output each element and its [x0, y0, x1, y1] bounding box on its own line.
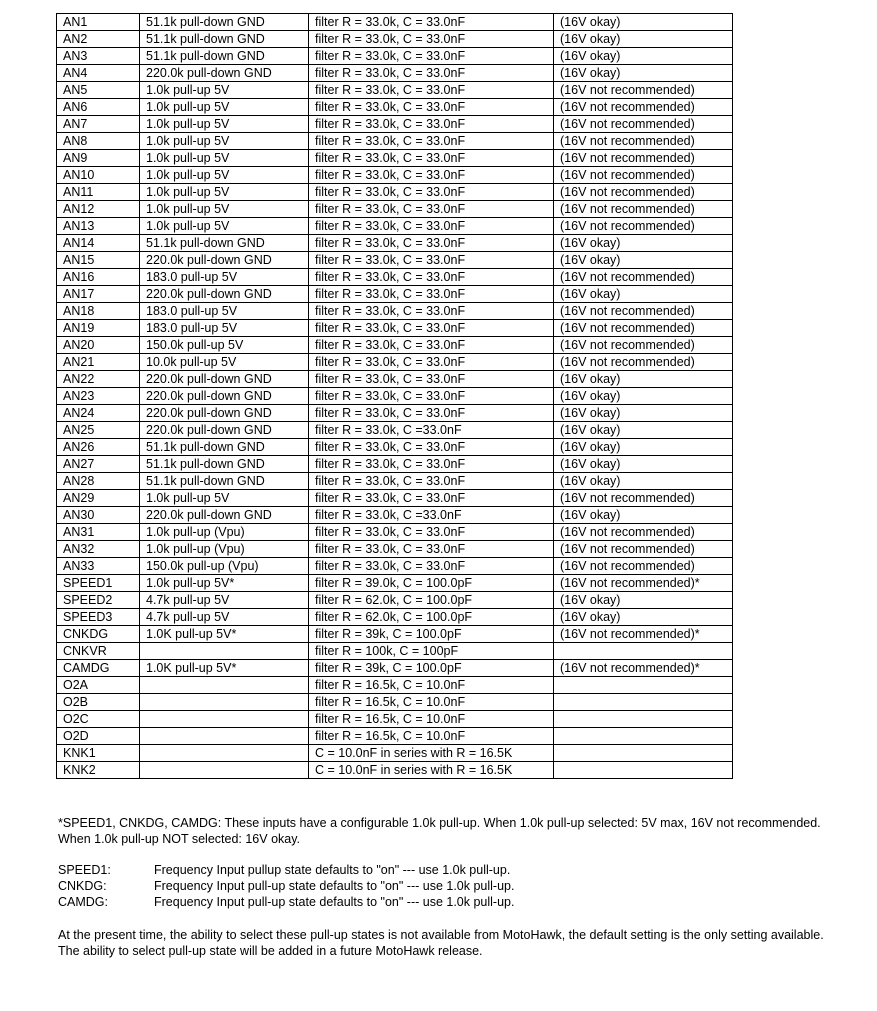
- filter-cell: filter R = 33.0k, C =33.0nF: [309, 507, 554, 524]
- voltage-note-cell: (16V okay): [554, 252, 733, 269]
- voltage-note-cell: (16V not recommended): [554, 167, 733, 184]
- table-row: [57, 677, 733, 694]
- pin-name-cell: AN10: [57, 167, 140, 184]
- pin-name-cell: AN2: [57, 31, 140, 48]
- filter-cell: filter R = 33.0k, C = 33.0nF: [309, 320, 554, 337]
- voltage-note-cell: (16V not recommended): [554, 82, 733, 99]
- table-row: [57, 694, 733, 711]
- filter-cell: filter R = 33.0k, C = 33.0nF: [309, 354, 554, 371]
- pull-config-cell: 1.0k pull-up 5V*: [140, 575, 309, 592]
- pin-name-cell: AN17: [57, 286, 140, 303]
- pin-name-cell: AN4: [57, 65, 140, 82]
- pull-config-cell: 1.0k pull-up 5V: [140, 116, 309, 133]
- pullup-defaults-list: [58, 862, 828, 910]
- pull-config-cell: 1.0k pull-up 5V: [140, 218, 309, 235]
- table-row: [57, 643, 733, 660]
- pull-config-cell: 150.0k pull-up (Vpu): [140, 558, 309, 575]
- voltage-note-cell: (16V not recommended): [554, 303, 733, 320]
- filter-cell: filter R = 62.0k, C = 100.0pF: [309, 609, 554, 626]
- filter-cell: filter R = 16.5k, C = 10.0nF: [309, 728, 554, 745]
- table-row: [57, 320, 733, 337]
- filter-cell: filter R = 33.0k, C = 33.0nF: [309, 371, 554, 388]
- table-row: [57, 31, 733, 48]
- voltage-note-cell: (16V okay): [554, 286, 733, 303]
- pin-table-body: [57, 14, 733, 779]
- table-row: [57, 354, 733, 371]
- table-row: [57, 541, 733, 558]
- pin-name-cell: AN29: [57, 490, 140, 507]
- pull-config-cell: 183.0 pull-up 5V: [140, 320, 309, 337]
- pull-config-cell: 10.0k pull-up 5V: [140, 354, 309, 371]
- filter-cell: filter R = 33.0k, C = 33.0nF: [309, 252, 554, 269]
- default-row: [58, 862, 828, 878]
- pull-config-cell: [140, 728, 309, 745]
- voltage-note-cell: [554, 728, 733, 745]
- pull-config-cell: 1.0k pull-up 5V: [140, 82, 309, 99]
- filter-cell: filter R = 39k, C = 100.0pF: [309, 626, 554, 643]
- pin-name-cell: KNK2: [57, 762, 140, 779]
- pin-name-cell: AN15: [57, 252, 140, 269]
- voltage-note-cell: (16V okay): [554, 65, 733, 82]
- table-row: [57, 133, 733, 150]
- voltage-note-cell: (16V okay): [554, 405, 733, 422]
- voltage-note-cell: (16V not recommended): [554, 541, 733, 558]
- filter-cell: filter R = 33.0k, C = 33.0nF: [309, 31, 554, 48]
- filter-cell: filter R = 33.0k, C = 33.0nF: [309, 167, 554, 184]
- voltage-note-cell: [554, 677, 733, 694]
- table-row: [57, 167, 733, 184]
- pin-name-cell: AN16: [57, 269, 140, 286]
- pin-name-cell: O2C: [57, 711, 140, 728]
- filter-cell: filter R = 33.0k, C = 33.0nF: [309, 235, 554, 252]
- pin-name-cell: SPEED3: [57, 609, 140, 626]
- pin-name-cell: AN28: [57, 473, 140, 490]
- voltage-note-cell: (16V okay): [554, 456, 733, 473]
- pull-config-cell: 51.1k pull-down GND: [140, 473, 309, 490]
- pull-config-cell: 220.0k pull-down GND: [140, 507, 309, 524]
- filter-cell: filter R = 33.0k, C = 33.0nF: [309, 473, 554, 490]
- table-row: [57, 371, 733, 388]
- table-row: [57, 490, 733, 507]
- filter-cell: filter R = 33.0k, C = 33.0nF: [309, 116, 554, 133]
- filter-cell: filter R = 62.0k, C = 100.0pF: [309, 592, 554, 609]
- pull-config-cell: 1.0k pull-up 5V: [140, 133, 309, 150]
- pull-config-cell: 220.0k pull-down GND: [140, 65, 309, 82]
- pin-name-cell: AN27: [57, 456, 140, 473]
- pin-name-cell: O2B: [57, 694, 140, 711]
- filter-cell: filter R = 33.0k, C = 33.0nF: [309, 558, 554, 575]
- pin-name-cell: CNKVR: [57, 643, 140, 660]
- pin-name-cell: AN33: [57, 558, 140, 575]
- default-text: Frequency Input pull-up state defaults to "on" --- use 1.0k pull-up.: [154, 879, 515, 893]
- pull-config-cell: 1.0k pull-up 5V: [140, 167, 309, 184]
- filter-cell: filter R = 33.0k, C = 33.0nF: [309, 405, 554, 422]
- filter-cell: filter R = 33.0k, C =33.0nF: [309, 422, 554, 439]
- table-row: [57, 592, 733, 609]
- filter-cell: filter R = 33.0k, C = 33.0nF: [309, 524, 554, 541]
- pull-config-cell: 1.0k pull-up (Vpu): [140, 541, 309, 558]
- pin-name-cell: AN20: [57, 337, 140, 354]
- pin-name-cell: AN6: [57, 99, 140, 116]
- table-row: [57, 269, 733, 286]
- filter-cell: filter R = 33.0k, C = 33.0nF: [309, 14, 554, 31]
- filter-cell: filter R = 33.0k, C = 33.0nF: [309, 65, 554, 82]
- filter-cell: C = 10.0nF in series with R = 16.5K: [309, 745, 554, 762]
- voltage-note-cell: (16V not recommended): [554, 490, 733, 507]
- table-row: [57, 48, 733, 65]
- pin-name-cell: AN25: [57, 422, 140, 439]
- pull-config-cell: 4.7k pull-up 5V: [140, 592, 309, 609]
- voltage-note-cell: (16V okay): [554, 609, 733, 626]
- table-row: [57, 660, 733, 677]
- pull-config-cell: 1.0k pull-up (Vpu): [140, 524, 309, 541]
- filter-cell: filter R = 33.0k, C = 33.0nF: [309, 218, 554, 235]
- pull-config-cell: 51.1k pull-down GND: [140, 31, 309, 48]
- table-row: [57, 252, 733, 269]
- voltage-note-cell: (16V not recommended): [554, 337, 733, 354]
- pin-name-cell: AN31: [57, 524, 140, 541]
- filter-cell: filter R = 16.5k, C = 10.0nF: [309, 711, 554, 728]
- pull-config-cell: 1.0K pull-up 5V*: [140, 660, 309, 677]
- pin-name-cell: AN32: [57, 541, 140, 558]
- pin-name-cell: AN18: [57, 303, 140, 320]
- table-row: [57, 473, 733, 490]
- voltage-note-cell: (16V okay): [554, 31, 733, 48]
- pin-name-cell: AN14: [57, 235, 140, 252]
- pin-name-cell: O2A: [57, 677, 140, 694]
- filter-cell: filter R = 33.0k, C = 33.0nF: [309, 456, 554, 473]
- pull-config-cell: [140, 762, 309, 779]
- pin-name-cell: AN24: [57, 405, 140, 422]
- pin-name-cell: AN23: [57, 388, 140, 405]
- pin-name-cell: AN26: [57, 439, 140, 456]
- voltage-note-cell: (16V not recommended): [554, 99, 733, 116]
- table-row: [57, 82, 733, 99]
- voltage-note-cell: (16V not recommended)*: [554, 575, 733, 592]
- voltage-note-cell: (16V not recommended): [554, 133, 733, 150]
- filter-cell: filter R = 33.0k, C = 33.0nF: [309, 150, 554, 167]
- table-row: [57, 456, 733, 473]
- table-row: [57, 609, 733, 626]
- pull-config-cell: 51.1k pull-down GND: [140, 14, 309, 31]
- pull-config-cell: 1.0k pull-up 5V: [140, 490, 309, 507]
- voltage-note-cell: (16V okay): [554, 473, 733, 490]
- pull-config-cell: 183.0 pull-up 5V: [140, 303, 309, 320]
- voltage-note-cell: (16V not recommended): [554, 320, 733, 337]
- voltage-note-cell: [554, 745, 733, 762]
- pull-config-cell: 51.1k pull-down GND: [140, 439, 309, 456]
- table-row: [57, 235, 733, 252]
- filter-cell: filter R = 33.0k, C = 33.0nF: [309, 541, 554, 558]
- pull-config-cell: 1.0k pull-up 5V: [140, 99, 309, 116]
- pin-name-cell: AN3: [57, 48, 140, 65]
- pin-name-cell: AN22: [57, 371, 140, 388]
- pull-config-cell: 220.0k pull-down GND: [140, 422, 309, 439]
- filter-cell: filter R = 100k, C = 100pF: [309, 643, 554, 660]
- filter-cell: filter R = 33.0k, C = 33.0nF: [309, 82, 554, 99]
- table-row: [57, 575, 733, 592]
- pull-config-cell: [140, 711, 309, 728]
- table-row: [57, 711, 733, 728]
- table-row: [57, 558, 733, 575]
- voltage-note-cell: (16V okay): [554, 422, 733, 439]
- filter-cell: filter R = 33.0k, C = 33.0nF: [309, 490, 554, 507]
- pull-config-cell: 150.0k pull-up 5V: [140, 337, 309, 354]
- voltage-note-cell: (16V not recommended): [554, 184, 733, 201]
- pin-name-cell: CAMDG: [57, 660, 140, 677]
- pull-config-cell: 220.0k pull-down GND: [140, 252, 309, 269]
- table-row: [57, 184, 733, 201]
- voltage-note-cell: [554, 643, 733, 660]
- pin-name-cell: KNK1: [57, 745, 140, 762]
- filter-cell: C = 10.0nF in series with R = 16.5K: [309, 762, 554, 779]
- pull-config-cell: 220.0k pull-down GND: [140, 388, 309, 405]
- table-row: [57, 439, 733, 456]
- pin-name-cell: AN8: [57, 133, 140, 150]
- filter-cell: filter R = 33.0k, C = 33.0nF: [309, 303, 554, 320]
- voltage-note-cell: (16V not recommended): [554, 269, 733, 286]
- filter-cell: filter R = 33.0k, C = 33.0nF: [309, 48, 554, 65]
- pin-name-cell: AN5: [57, 82, 140, 99]
- pin-name-cell: AN11: [57, 184, 140, 201]
- table-row: [57, 337, 733, 354]
- pin-name-cell: AN30: [57, 507, 140, 524]
- filter-cell: filter R = 33.0k, C = 33.0nF: [309, 184, 554, 201]
- table-row: [57, 116, 733, 133]
- pin-name-cell: AN12: [57, 201, 140, 218]
- table-row: [57, 745, 733, 762]
- pull-config-cell: 220.0k pull-down GND: [140, 286, 309, 303]
- default-label: CNKDG:: [58, 879, 107, 893]
- filter-cell: filter R = 33.0k, C = 33.0nF: [309, 133, 554, 150]
- pullup-footnote: *SPEED1, CNKDG, CAMDG: These inputs have a configurable 1.0k pull-up. When 1.0k pull-up selected: 5V max, 16V not recommended. When 1.0k pull-up NOT selected: 16V okay.: [58, 816, 821, 846]
- pull-config-cell: 4.7k pull-up 5V: [140, 609, 309, 626]
- pull-config-cell: 220.0k pull-down GND: [140, 405, 309, 422]
- voltage-note-cell: (16V not recommended): [554, 218, 733, 235]
- filter-cell: filter R = 39k, C = 100.0pF: [309, 660, 554, 677]
- default-row: [58, 894, 828, 910]
- pin-name-cell: SPEED2: [57, 592, 140, 609]
- voltage-note-cell: (16V not recommended): [554, 201, 733, 218]
- filter-cell: filter R = 33.0k, C = 33.0nF: [309, 439, 554, 456]
- filter-cell: filter R = 33.0k, C = 33.0nF: [309, 99, 554, 116]
- filter-cell: filter R = 33.0k, C = 33.0nF: [309, 337, 554, 354]
- default-label: CAMDG:: [58, 895, 108, 909]
- voltage-note-cell: (16V okay): [554, 14, 733, 31]
- voltage-note-cell: (16V not recommended)*: [554, 660, 733, 677]
- voltage-note-cell: (16V not recommended): [554, 524, 733, 541]
- voltage-note-cell: [554, 762, 733, 779]
- default-row: [58, 878, 828, 894]
- table-row: [57, 14, 733, 31]
- filter-cell: filter R = 16.5k, C = 10.0nF: [309, 694, 554, 711]
- table-row: [57, 150, 733, 167]
- filter-cell: filter R = 39.0k, C = 100.0pF: [309, 575, 554, 592]
- pull-config-cell: 51.1k pull-down GND: [140, 48, 309, 65]
- filter-cell: filter R = 33.0k, C = 33.0nF: [309, 388, 554, 405]
- pin-name-cell: AN9: [57, 150, 140, 167]
- pull-config-cell: [140, 677, 309, 694]
- motohawk-availability-note: At the present time, the ability to select these pull-up states is not available from MotoHawk, the default setting is the only setting available. The ability to select pull-up state will be added in a future MotoHawk release.: [58, 928, 824, 958]
- voltage-note-cell: (16V okay): [554, 371, 733, 388]
- table-row: [57, 201, 733, 218]
- filter-cell: filter R = 33.0k, C = 33.0nF: [309, 269, 554, 286]
- pin-name-cell: AN13: [57, 218, 140, 235]
- table-row: [57, 728, 733, 745]
- pin-name-cell: AN7: [57, 116, 140, 133]
- voltage-note-cell: (16V okay): [554, 235, 733, 252]
- pull-config-cell: 1.0k pull-up 5V: [140, 184, 309, 201]
- table-row: [57, 303, 733, 320]
- pull-config-cell: [140, 694, 309, 711]
- voltage-note-cell: (16V okay): [554, 439, 733, 456]
- table-row: [57, 218, 733, 235]
- pin-name-cell: CNKDG: [57, 626, 140, 643]
- table-row: [57, 507, 733, 524]
- voltage-note-cell: (16V okay): [554, 592, 733, 609]
- table-row: [57, 405, 733, 422]
- pull-config-cell: 183.0 pull-up 5V: [140, 269, 309, 286]
- pin-name-cell: AN21: [57, 354, 140, 371]
- pin-name-cell: O2D: [57, 728, 140, 745]
- pin-configuration-table: [56, 13, 733, 779]
- pull-config-cell: 51.1k pull-down GND: [140, 456, 309, 473]
- voltage-note-cell: [554, 694, 733, 711]
- pin-name-cell: AN1: [57, 14, 140, 31]
- voltage-note-cell: (16V okay): [554, 388, 733, 405]
- table-row: [57, 99, 733, 116]
- pin-name-cell: AN19: [57, 320, 140, 337]
- default-text: Frequency Input pullup state defaults to "on" --- use 1.0k pull-up.: [154, 863, 511, 877]
- pull-config-cell: [140, 643, 309, 660]
- voltage-note-cell: (16V okay): [554, 507, 733, 524]
- voltage-note-cell: [554, 711, 733, 728]
- pull-config-cell: [140, 745, 309, 762]
- pull-config-cell: 220.0k pull-down GND: [140, 371, 309, 388]
- table-row: [57, 762, 733, 779]
- table-row: [57, 286, 733, 303]
- filter-cell: filter R = 33.0k, C = 33.0nF: [309, 286, 554, 303]
- voltage-note-cell: (16V not recommended)*: [554, 626, 733, 643]
- table-row: [57, 626, 733, 643]
- pull-config-cell: 1.0k pull-up 5V: [140, 150, 309, 167]
- default-text: Frequency Input pull-up state defaults to "on" --- use 1.0k pull-up.: [154, 895, 515, 909]
- voltage-note-cell: (16V not recommended): [554, 354, 733, 371]
- pull-config-cell: 1.0K pull-up 5V*: [140, 626, 309, 643]
- voltage-note-cell: (16V not recommended): [554, 116, 733, 133]
- default-label: SPEED1:: [58, 863, 111, 877]
- filter-cell: filter R = 16.5k, C = 10.0nF: [309, 677, 554, 694]
- voltage-note-cell: (16V not recommended): [554, 558, 733, 575]
- table-row: [57, 65, 733, 82]
- pull-config-cell: 51.1k pull-down GND: [140, 235, 309, 252]
- table-row: [57, 524, 733, 541]
- table-row: [57, 388, 733, 405]
- pull-config-cell: 1.0k pull-up 5V: [140, 201, 309, 218]
- filter-cell: filter R = 33.0k, C = 33.0nF: [309, 201, 554, 218]
- pin-name-cell: SPEED1: [57, 575, 140, 592]
- voltage-note-cell: (16V okay): [554, 48, 733, 65]
- voltage-note-cell: (16V not recommended): [554, 150, 733, 167]
- table-row: [57, 422, 733, 439]
